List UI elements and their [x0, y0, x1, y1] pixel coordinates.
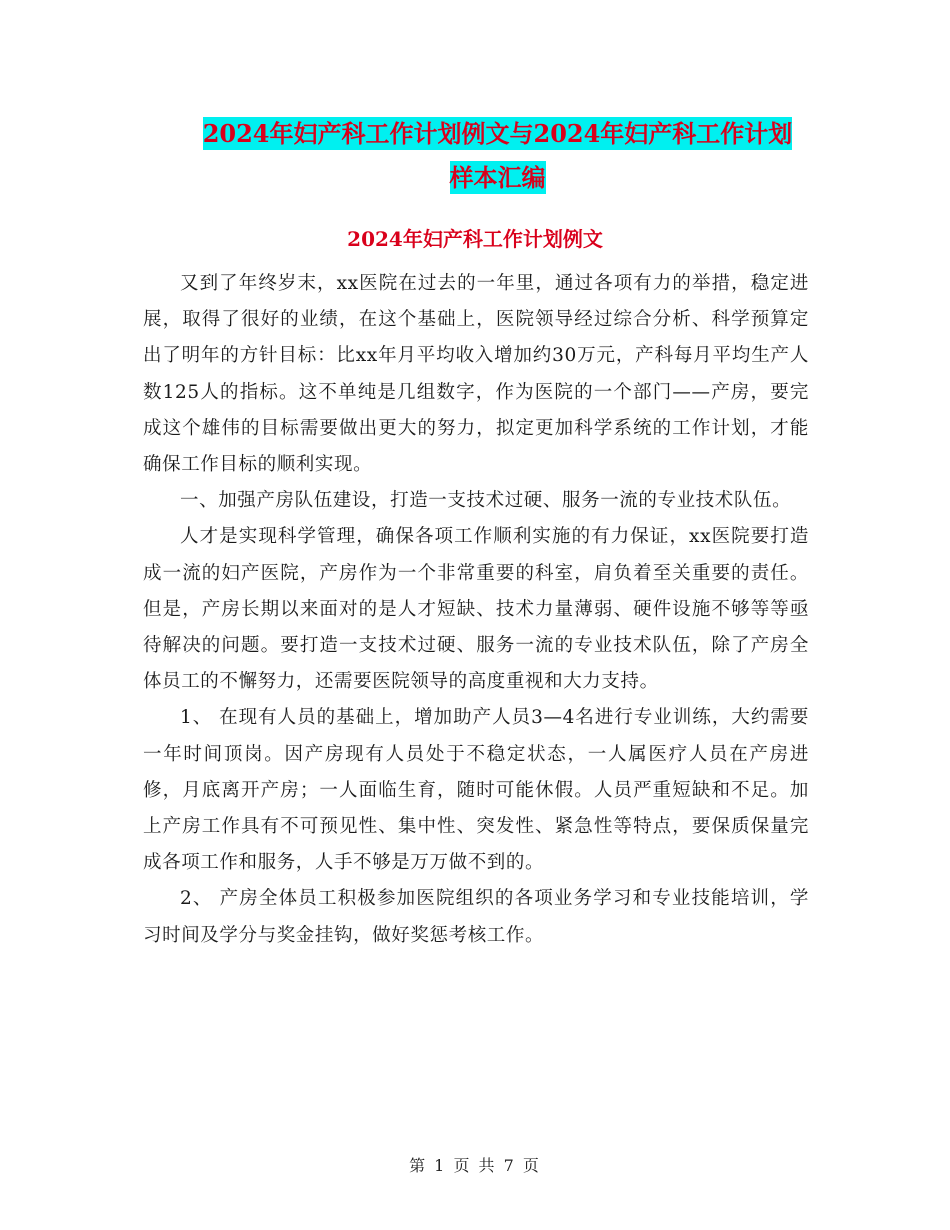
document-title-line1: 2024年妇产科工作计划例文与2024年妇产科工作计划	[202, 119, 793, 148]
page-footer: 第 1 页 共 7 页	[409, 1156, 541, 1175]
document-title	[140, 112, 855, 200]
document-title-line2: 样本汇编	[449, 163, 546, 192]
paragraph: 一、加强产房队伍建设，打造一支技术过硬、服务一流的专业技术队伍。	[180, 490, 792, 512]
paragraph: 1、 在现有人员的基础上，增加助产人员3—4名进行专业训练，大约需要一年时间顶岗。因产房现有人员处于不稳定状态，一人属医疗人员在产房进修，月底离开产房；一人面临生育，随时可能休假。人员严重短缺和不足。加上产房工作具有不可预见性、集中性、突发性、紧急性等特点，要保质保量完成各项工作和服务，人手不够是万万做不到的。	[143, 707, 809, 874]
section-title: 2024年妇产科工作计划例文	[347, 227, 603, 251]
paragraph: 又到了年终岁末，xx医院在过去的一年里，通过各项有力的举措，稳定进展，取得了很好的业绩，在这个基础上，医院领导经过综合分析、科学预算定出了明年的方针目标：比xx年月平均收入增加约30万元，产科每月平均生产人数125人的指标。这不单纯是几组数字，作为医院的一个部门——产房，要完成这个雄伟的目标需要做出更大的努力，拟定更加科学系统的工作计划，才能确保工作目标的顺利实现。	[143, 273, 809, 476]
paragraph: 人才是实现科学管理，确保各项工作顺利实施的有力保证，xx医院要打造成一流的妇产医院，产房作为一个非常重要的科室，肩负着至关重要的责任。但是，产房长期以来面对的是人才短缺、技术力量薄弱、硬件设施不够等等亟待解决的问题。要打造一支技术过硬、服务一流的专业技术队伍，除了产房全体员工的不懈努力，还需要医院领导的高度重视和大力支持。	[143, 526, 809, 693]
document-body	[143, 266, 809, 954]
paragraph: 2、 产房全体员工积极参加医院组织的各项业务学习和专业技能培训，学习时间及学分与奖金挂钩，做好奖惩考核工作。	[143, 888, 809, 946]
